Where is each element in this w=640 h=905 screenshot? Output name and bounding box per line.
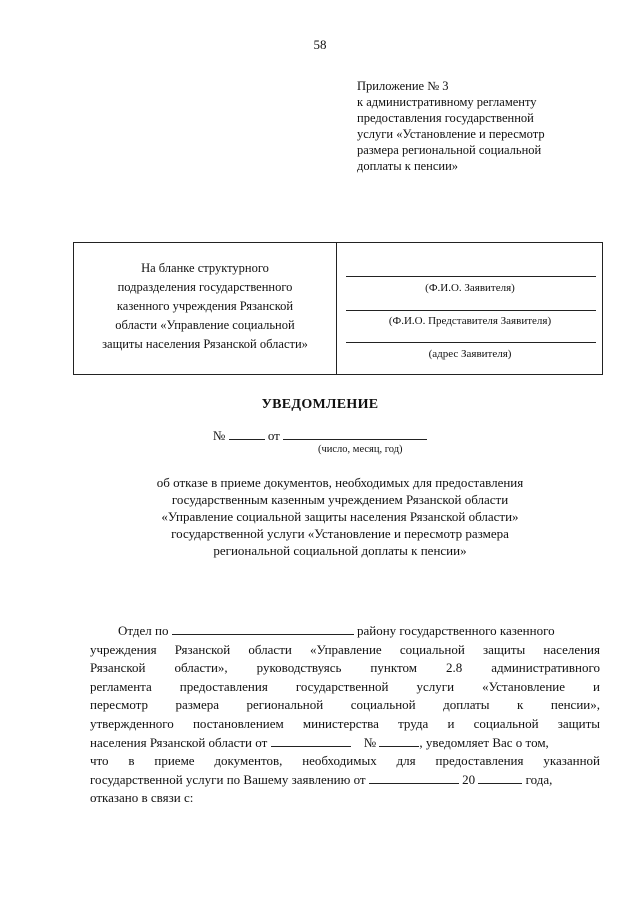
letterhead-placeholder (74, 243, 337, 374)
subject-line: государственной услуги «Установление и пересмотр размера (171, 526, 509, 541)
appendix-line: размера региональной социальной (357, 143, 542, 157)
date-prefix: от (267, 428, 280, 443)
body-text: 20 (462, 771, 476, 787)
notice-number-field[interactable] (229, 427, 265, 440)
body-line (90, 771, 600, 790)
appendix-line: услуги «Установление и пересмотр (357, 127, 545, 141)
appendix-block (357, 78, 627, 174)
body-line (90, 622, 600, 641)
body-line (90, 734, 600, 753)
application-date-field[interactable] (369, 771, 459, 784)
document-title: УВЕДОМЛЕНИЕ (261, 397, 379, 412)
letterhead-line: казенного учреждения Рязанской (116, 299, 294, 313)
decree-date-field[interactable] (271, 734, 351, 747)
representative-name-label: (Ф.И.О. Представителя Заявителя) (388, 315, 552, 327)
number-sign: № (212, 428, 226, 443)
appendix-line: Приложение № 3 (357, 79, 449, 93)
header-box (73, 242, 603, 375)
body-text: району государственного казенного (356, 623, 555, 638)
page-number: 58 (313, 37, 327, 52)
subject-line: «Управление социальной защиты населения Рязанской области» (161, 509, 519, 524)
subject-line: государственным казенным учреждением Рязанской области (171, 492, 509, 507)
body-line: Рязанской области», руководствуясь пунктом 2.8 административного (90, 660, 600, 676)
body-text: Отдел по (118, 623, 169, 638)
recipient-block (338, 243, 602, 374)
department-district-field[interactable] (172, 622, 354, 635)
letterhead-line: подразделения государственного (117, 280, 293, 294)
body-line: утвержденного постановлением министерства труда и социальной защиты (90, 715, 600, 731)
body-text: , уведомляет Вас о том, (419, 734, 549, 750)
letterhead-line: На бланке структурного (141, 261, 269, 275)
notice-body (90, 622, 600, 808)
body-text: государственной услуги по Вашему заявлению от (90, 771, 366, 787)
body-line: отказано в связи с: (90, 790, 194, 806)
letterhead-line: защиты населения Рязанской области» (102, 337, 308, 351)
appendix-line: доплаты к пенсии» (357, 159, 459, 173)
body-text: № (363, 734, 377, 750)
notice-number-line (0, 427, 640, 444)
appendix-line: к административному регламенту (357, 95, 537, 109)
application-year-field[interactable] (478, 771, 522, 784)
body-text: года, (525, 771, 553, 787)
applicant-address-label: (адрес Заявителя) (428, 348, 512, 360)
body-line: регламента предоставления государственной услуги «Установление и (90, 678, 600, 694)
decree-number-field[interactable] (379, 734, 419, 747)
subject-line: об отказе в приеме документов, необходимых для предоставления (156, 475, 524, 490)
notice-subject (100, 474, 580, 559)
notice-date-field[interactable] (283, 427, 427, 440)
representative-name-field[interactable] (346, 310, 596, 311)
applicant-name-label: (Ф.И.О. Заявителя) (425, 282, 515, 294)
body-line: учреждения Рязанской области «Управление социальной защиты населения (90, 641, 600, 657)
applicant-address-field[interactable] (346, 342, 596, 343)
letterhead-line: области «Управление социальной (115, 318, 295, 332)
date-hint: (число, месяц, год) (318, 444, 403, 455)
subject-line: региональной социальной доплаты к пенсии» (213, 543, 467, 558)
applicant-name-field[interactable] (346, 276, 596, 277)
body-text: населения Рязанской области от (90, 734, 268, 750)
body-line: что в приеме документов, необходимых для предоставления указанной (90, 753, 600, 769)
body-line: пересмотр размера региональной социальной доплаты к пенсии», (90, 697, 600, 713)
appendix-line: предоставления государственной (357, 111, 534, 125)
